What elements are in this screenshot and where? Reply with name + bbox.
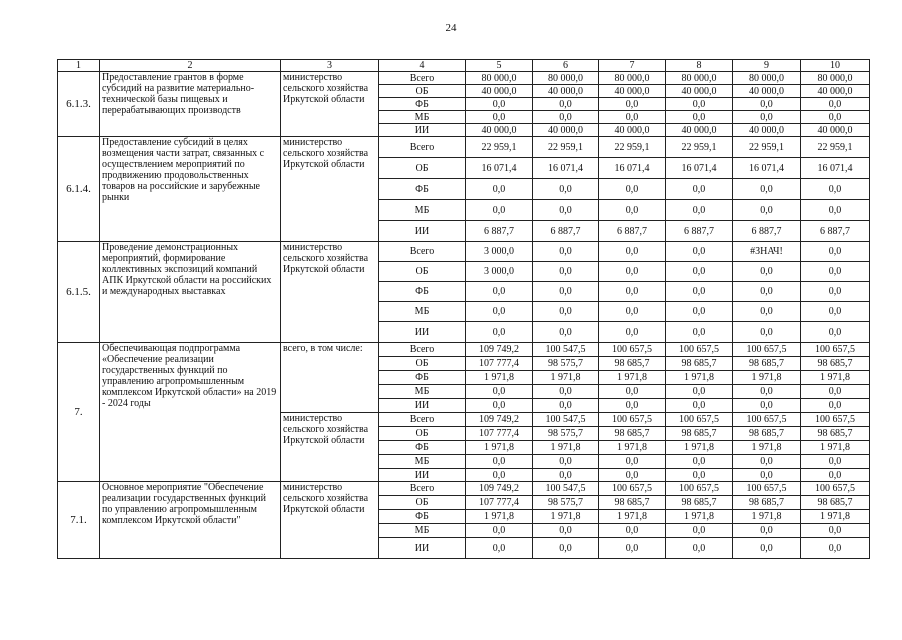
budget-level: ФБ	[379, 441, 466, 455]
amount-cell: 40 000,0	[533, 124, 599, 137]
amount-cell: 0,0	[733, 538, 801, 559]
budget-level: ФБ	[379, 371, 466, 385]
amount-cell: 1 971,8	[599, 441, 666, 455]
amount-cell: 0,0	[533, 262, 599, 282]
budget-level: ФБ	[379, 179, 466, 200]
amount-cell: 16 071,4	[533, 158, 599, 179]
amount-cell: 0,0	[533, 399, 599, 413]
amount-cell: 98 575,7	[533, 496, 599, 510]
budget-level: Всего	[379, 343, 466, 357]
executor: министерство сельского хозяйства Иркутской области	[281, 137, 379, 242]
amount-cell: 98 685,7	[733, 427, 801, 441]
amount-cell: 0,0	[733, 302, 801, 322]
budget-level: Всего	[379, 413, 466, 427]
amount-cell: 0,0	[599, 282, 666, 302]
amount-cell: 0,0	[666, 322, 733, 343]
budget-level: МБ	[379, 455, 466, 469]
amount-cell: 0,0	[733, 524, 801, 538]
amount-cell: 98 685,7	[599, 357, 666, 371]
amount-cell: 0,0	[599, 111, 666, 124]
amount-cell: 109 749,2	[466, 343, 533, 357]
amount-cell: 100 657,5	[733, 413, 801, 427]
amount-cell: 0,0	[801, 538, 870, 559]
amount-cell: 0,0	[466, 538, 533, 559]
amount-cell: 0,0	[801, 262, 870, 282]
budget-level: ФБ	[379, 98, 466, 111]
amount-cell: 3 000,0	[466, 262, 533, 282]
amount-cell: 6 887,7	[599, 221, 666, 242]
amount-cell: 22 959,1	[533, 137, 599, 158]
amount-cell: 22 959,1	[733, 137, 801, 158]
amount-cell: 0,0	[666, 200, 733, 221]
budget-level: МБ	[379, 111, 466, 124]
amount-cell: 0,0	[466, 179, 533, 200]
amount-cell: 100 657,5	[733, 343, 801, 357]
amount-cell: 0,0	[533, 302, 599, 322]
amount-cell: 40 000,0	[666, 85, 733, 98]
amount-cell: 0,0	[733, 282, 801, 302]
amount-cell: 0,0	[533, 282, 599, 302]
amount-cell: #ЗНАЧ!	[733, 242, 801, 262]
item-description: Обеспечивающая подпрограмма «Обеспечение реализации государственных функций по управлению агропромышленным комплексом Иркутской области» на 2019 - 2024 годы	[100, 343, 281, 482]
amount-cell: 0,0	[733, 262, 801, 282]
amount-cell: 0,0	[533, 322, 599, 343]
amount-cell: 80 000,0	[666, 72, 733, 85]
amount-cell: 0,0	[801, 469, 870, 482]
amount-cell: 0,0	[533, 538, 599, 559]
item-code: 6.1.4.	[58, 137, 100, 242]
amount-cell: 1 971,8	[466, 371, 533, 385]
amount-cell: 98 685,7	[666, 427, 733, 441]
amount-cell: 0,0	[599, 524, 666, 538]
amount-cell: 0,0	[466, 322, 533, 343]
budget-level: ОБ	[379, 496, 466, 510]
budget-level: МБ	[379, 385, 466, 399]
amount-cell: 109 749,2	[466, 482, 533, 496]
amount-cell: 0,0	[599, 385, 666, 399]
amount-cell: 0,0	[801, 111, 870, 124]
table-row	[58, 482, 870, 496]
item-description: Основное мероприятие "Обеспечение реализации государственных функций по управлению агропромышленным комплексом Иркутской области"	[100, 482, 281, 559]
amount-cell: 0,0	[466, 469, 533, 482]
budget-level: ИИ	[379, 469, 466, 482]
amount-cell: 100 547,5	[533, 343, 599, 357]
item-description: Предоставление грантов в форме субсидий на развитие материально-технической базы пищевых и перерабатывающих производств	[100, 72, 281, 137]
budget-level: ОБ	[379, 357, 466, 371]
amount-cell: 0,0	[599, 98, 666, 111]
amount-cell: 0,0	[801, 282, 870, 302]
amount-cell: 0,0	[466, 302, 533, 322]
header-cell: 10	[801, 60, 870, 72]
header-row	[58, 60, 870, 72]
budget-level: ИИ	[379, 221, 466, 242]
header-cell: 4	[379, 60, 466, 72]
amount-cell: 0,0	[666, 111, 733, 124]
amount-cell: 22 959,1	[666, 137, 733, 158]
amount-cell: 0,0	[666, 524, 733, 538]
item-description: Предоставление субсидий в целях возмещения части затрат, связанных с осуществлением мероприятий по продвижению продовольственных товаров на российские и зарубежные рынки	[100, 137, 281, 242]
amount-cell: 100 657,5	[733, 482, 801, 496]
amount-cell: 6 887,7	[666, 221, 733, 242]
amount-cell: 100 657,5	[801, 413, 870, 427]
item-code: 6.1.3.	[58, 72, 100, 137]
amount-cell: 22 959,1	[466, 137, 533, 158]
amount-cell: 1 971,8	[666, 510, 733, 524]
amount-cell: 0,0	[466, 282, 533, 302]
executor: министерство сельского хозяйства Иркутской области	[281, 482, 379, 559]
amount-cell: 0,0	[733, 179, 801, 200]
amount-cell: 16 071,4	[466, 158, 533, 179]
amount-cell: 1 971,8	[533, 371, 599, 385]
amount-cell: 0,0	[599, 469, 666, 482]
amount-cell: 0,0	[466, 455, 533, 469]
amount-cell: 100 657,5	[801, 482, 870, 496]
amount-cell: 98 575,7	[533, 427, 599, 441]
amount-cell: 1 971,8	[466, 510, 533, 524]
amount-cell: 0,0	[599, 302, 666, 322]
amount-cell: 0,0	[666, 262, 733, 282]
executor: министерство сельского хозяйства Иркутской области	[281, 242, 379, 343]
amount-cell: 40 000,0	[599, 124, 666, 137]
header-cell: 9	[733, 60, 801, 72]
amount-cell: 100 547,5	[533, 413, 599, 427]
amount-cell: 100 657,5	[666, 343, 733, 357]
amount-cell: 40 000,0	[666, 124, 733, 137]
budget-level: Всего	[379, 137, 466, 158]
budget-level: МБ	[379, 302, 466, 322]
budget-table	[57, 59, 870, 559]
amount-cell: 98 685,7	[733, 496, 801, 510]
table-row	[58, 242, 870, 262]
header-cell: 2	[100, 60, 281, 72]
amount-cell: 0,0	[533, 242, 599, 262]
amount-cell: 1 971,8	[801, 371, 870, 385]
item-code: 7.	[58, 343, 100, 482]
amount-cell: 0,0	[533, 455, 599, 469]
amount-cell: 22 959,1	[801, 137, 870, 158]
amount-cell: 0,0	[599, 399, 666, 413]
amount-cell: 109 749,2	[466, 413, 533, 427]
amount-cell: 0,0	[533, 524, 599, 538]
executor: всего, в том числе:	[281, 343, 379, 413]
amount-cell: 80 000,0	[801, 72, 870, 85]
amount-cell: 0,0	[533, 385, 599, 399]
amount-cell: 1 971,8	[666, 371, 733, 385]
amount-cell: 98 575,7	[533, 357, 599, 371]
table-row	[58, 72, 870, 85]
amount-cell: 98 685,7	[599, 496, 666, 510]
amount-cell: 1 971,8	[466, 441, 533, 455]
amount-cell: 0,0	[801, 242, 870, 262]
budget-level: ОБ	[379, 85, 466, 98]
amount-cell: 40 000,0	[533, 85, 599, 98]
amount-cell: 40 000,0	[599, 85, 666, 98]
budget-level: ИИ	[379, 538, 466, 559]
amount-cell: 0,0	[533, 469, 599, 482]
amount-cell: 0,0	[801, 385, 870, 399]
amount-cell: 1 971,8	[733, 441, 801, 455]
header-cell: 7	[599, 60, 666, 72]
amount-cell: 98 685,7	[801, 427, 870, 441]
amount-cell: 98 685,7	[666, 357, 733, 371]
budget-level: МБ	[379, 524, 466, 538]
amount-cell: 100 547,5	[533, 482, 599, 496]
amount-cell: 22 959,1	[599, 137, 666, 158]
amount-cell: 100 657,5	[599, 343, 666, 357]
budget-level: МБ	[379, 200, 466, 221]
amount-cell: 16 071,4	[666, 158, 733, 179]
amount-cell: 1 971,8	[533, 441, 599, 455]
amount-cell: 0,0	[533, 111, 599, 124]
amount-cell: 0,0	[733, 98, 801, 111]
amount-cell: 0,0	[666, 282, 733, 302]
amount-cell: 0,0	[599, 455, 666, 469]
table-row	[58, 343, 870, 357]
amount-cell: 0,0	[801, 524, 870, 538]
amount-cell: 40 000,0	[801, 124, 870, 137]
amount-cell: 0,0	[533, 200, 599, 221]
amount-cell: 0,0	[666, 98, 733, 111]
item-code: 7.1.	[58, 482, 100, 559]
amount-cell: 0,0	[733, 111, 801, 124]
amount-cell: 1 971,8	[733, 510, 801, 524]
amount-cell: 0,0	[599, 179, 666, 200]
amount-cell: 0,0	[733, 200, 801, 221]
budget-level: ИИ	[379, 322, 466, 343]
amount-cell: 0,0	[599, 322, 666, 343]
amount-cell: 100 657,5	[599, 482, 666, 496]
amount-cell: 100 657,5	[801, 343, 870, 357]
amount-cell: 0,0	[801, 322, 870, 343]
amount-cell: 80 000,0	[533, 72, 599, 85]
amount-cell: 1 971,8	[801, 441, 870, 455]
budget-level: ОБ	[379, 427, 466, 441]
amount-cell: 1 971,8	[801, 510, 870, 524]
amount-cell: 1 971,8	[733, 371, 801, 385]
amount-cell: 107 777,4	[466, 496, 533, 510]
amount-cell: 16 071,4	[599, 158, 666, 179]
amount-cell: 3 000,0	[466, 242, 533, 262]
executor: министерство сельского хозяйства Иркутской области	[281, 72, 379, 137]
amount-cell: 1 971,8	[599, 510, 666, 524]
amount-cell: 0,0	[801, 455, 870, 469]
executor: министерство сельского хозяйства Иркутской области	[281, 413, 379, 482]
amount-cell: 98 685,7	[801, 357, 870, 371]
amount-cell: 0,0	[733, 322, 801, 343]
amount-cell: 40 000,0	[733, 124, 801, 137]
amount-cell: 1 971,8	[599, 371, 666, 385]
amount-cell: 80 000,0	[733, 72, 801, 85]
amount-cell: 6 887,7	[733, 221, 801, 242]
amount-cell: 0,0	[599, 538, 666, 559]
amount-cell: 40 000,0	[801, 85, 870, 98]
budget-level: ИИ	[379, 399, 466, 413]
amount-cell: 40 000,0	[733, 85, 801, 98]
amount-cell: 40 000,0	[466, 85, 533, 98]
amount-cell: 16 071,4	[801, 158, 870, 179]
amount-cell: 0,0	[733, 469, 801, 482]
budget-level: ИИ	[379, 124, 466, 137]
amount-cell: 98 685,7	[733, 357, 801, 371]
item-description: Проведение демонстрационных мероприятий, формирование коллективных экспозиций компаний АПК Иркутской области на российских и международных выставках	[100, 242, 281, 343]
amount-cell: 0,0	[801, 98, 870, 111]
amount-cell: 0,0	[733, 399, 801, 413]
amount-cell: 1 971,8	[533, 510, 599, 524]
amount-cell: 0,0	[466, 98, 533, 111]
amount-cell: 0,0	[666, 399, 733, 413]
amount-cell: 107 777,4	[466, 357, 533, 371]
amount-cell: 100 657,5	[666, 413, 733, 427]
amount-cell: 0,0	[466, 399, 533, 413]
header-cell: 1	[58, 60, 100, 72]
item-code: 6.1.5.	[58, 242, 100, 343]
amount-cell: 0,0	[801, 399, 870, 413]
header-cell: 3	[281, 60, 379, 72]
amount-cell: 98 685,7	[801, 496, 870, 510]
budget-level: Всего	[379, 242, 466, 262]
amount-cell: 0,0	[666, 302, 733, 322]
amount-cell: 100 657,5	[666, 482, 733, 496]
amount-cell: 0,0	[666, 179, 733, 200]
amount-cell: 0,0	[801, 179, 870, 200]
amount-cell: 98 685,7	[666, 496, 733, 510]
amount-cell: 0,0	[666, 385, 733, 399]
amount-cell: 0,0	[466, 385, 533, 399]
amount-cell: 80 000,0	[466, 72, 533, 85]
budget-level: ФБ	[379, 282, 466, 302]
amount-cell: 0,0	[801, 200, 870, 221]
amount-cell: 0,0	[599, 262, 666, 282]
amount-cell: 16 071,4	[733, 158, 801, 179]
amount-cell: 100 657,5	[599, 413, 666, 427]
amount-cell: 0,0	[466, 200, 533, 221]
amount-cell: 0,0	[666, 538, 733, 559]
budget-level: Всего	[379, 72, 466, 85]
amount-cell: 40 000,0	[466, 124, 533, 137]
amount-cell: 0,0	[733, 385, 801, 399]
budget-level: ФБ	[379, 510, 466, 524]
amount-cell: 0,0	[533, 179, 599, 200]
amount-cell: 107 777,4	[466, 427, 533, 441]
header-cell: 5	[466, 60, 533, 72]
amount-cell: 0,0	[466, 111, 533, 124]
amount-cell: 0,0	[666, 455, 733, 469]
amount-cell: 0,0	[466, 524, 533, 538]
budget-level: Всего	[379, 482, 466, 496]
header-cell: 8	[666, 60, 733, 72]
amount-cell: 6 887,7	[466, 221, 533, 242]
amount-cell: 80 000,0	[599, 72, 666, 85]
amount-cell: 0,0	[666, 469, 733, 482]
amount-cell: 0,0	[599, 242, 666, 262]
table-row	[58, 137, 870, 158]
amount-cell: 0,0	[801, 302, 870, 322]
amount-cell: 0,0	[533, 98, 599, 111]
amount-cell: 6 887,7	[533, 221, 599, 242]
budget-level: ОБ	[379, 158, 466, 179]
page-number: 24	[445, 22, 457, 34]
amount-cell: 0,0	[666, 242, 733, 262]
header-cell: 6	[533, 60, 599, 72]
amount-cell: 0,0	[733, 455, 801, 469]
amount-cell: 1 971,8	[666, 441, 733, 455]
amount-cell: 6 887,7	[801, 221, 870, 242]
amount-cell: 98 685,7	[599, 427, 666, 441]
amount-cell: 0,0	[599, 200, 666, 221]
budget-level: ОБ	[379, 262, 466, 282]
